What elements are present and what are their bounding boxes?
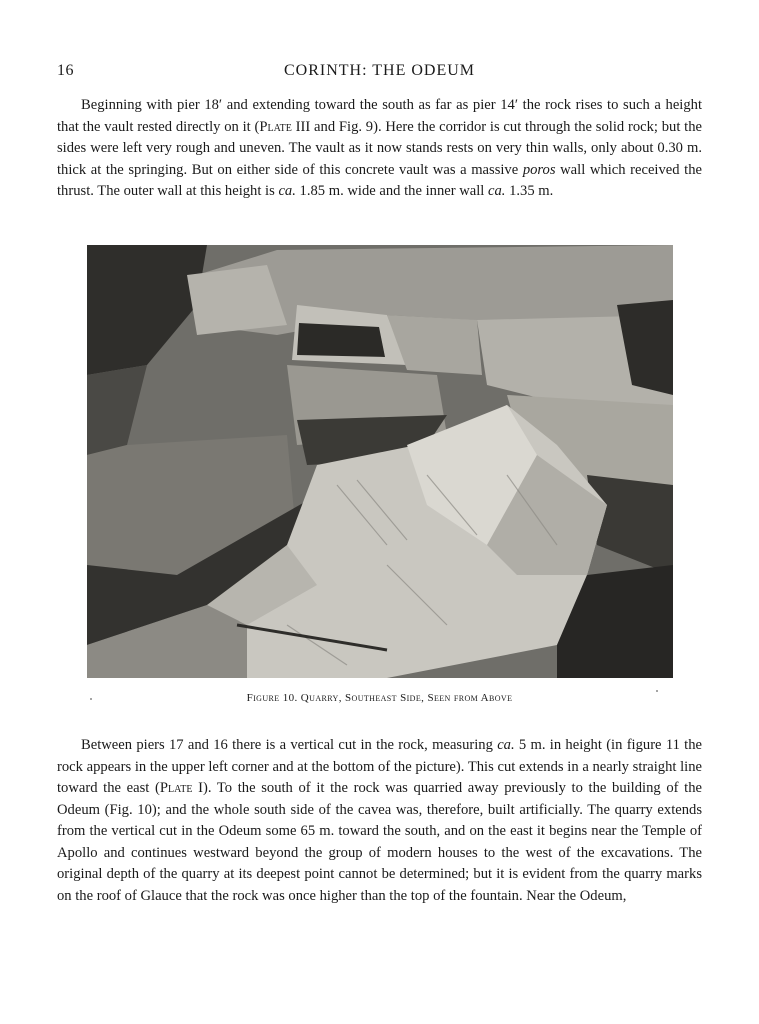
running-header <box>57 62 702 82</box>
poros-term: poros <box>522 161 556 178</box>
page-number: 16 <box>57 62 74 79</box>
paragraph-1: Beginning with pier 18′ and extending toward the south as far as pier 14′ the rock rises to such a height that the vault rested directly on it (Plate III and Fig. 9). Here the corridor is cut through the solid rock; but the sides were left very rough and uneven. The vault as it now stands rests on very thin walls, only about 0.30 m. thick at the springing. But on either side of this concrete vault was a massive poros wall which received the thrust. The outer wall at this height is ca. 1.85 m. wide and the inner wall ca. 1.35 m. <box>57 97 702 199</box>
paragraph-2: Between piers 17 and 16 there is a vertical cut in the rock, measuring ca. 5 m. in height (in figure 11 the rock appears in the upper left corner and at the bottom of the picture). This cut extends in a nearly straight line toward the east (Plate I). To the south of it the rock was quarried away previously to the building of the Odeum (Fig. 10); and the whole south side of the cavea was, therefore, built artificially. The quarry extends from the vertical cut in the Odeum some 65 m. toward the south, and on the east it begins near the Temple of Apollo and continues westward beyond the group of modern houses to the west of the excavations. The original depth of the quarry at its deepest point cannot be determined; but it is evident from the quarry marks on the roof of Glauce that the rock was once higher than the top of the fountain. Near the Odeum, <box>57 737 702 904</box>
plate-ref: Plate <box>159 780 193 796</box>
print-speck <box>90 698 92 700</box>
quarry-photo-illustration <box>87 245 673 678</box>
figure-caption: Figure 10. Quarry, Southeast Side, Seen from Above <box>246 692 513 704</box>
running-title: CORINTH: THE ODEUM <box>283 62 476 79</box>
print-speck <box>656 690 658 692</box>
plate-ref: Plate <box>259 118 292 135</box>
figure-10-photo <box>87 245 673 678</box>
